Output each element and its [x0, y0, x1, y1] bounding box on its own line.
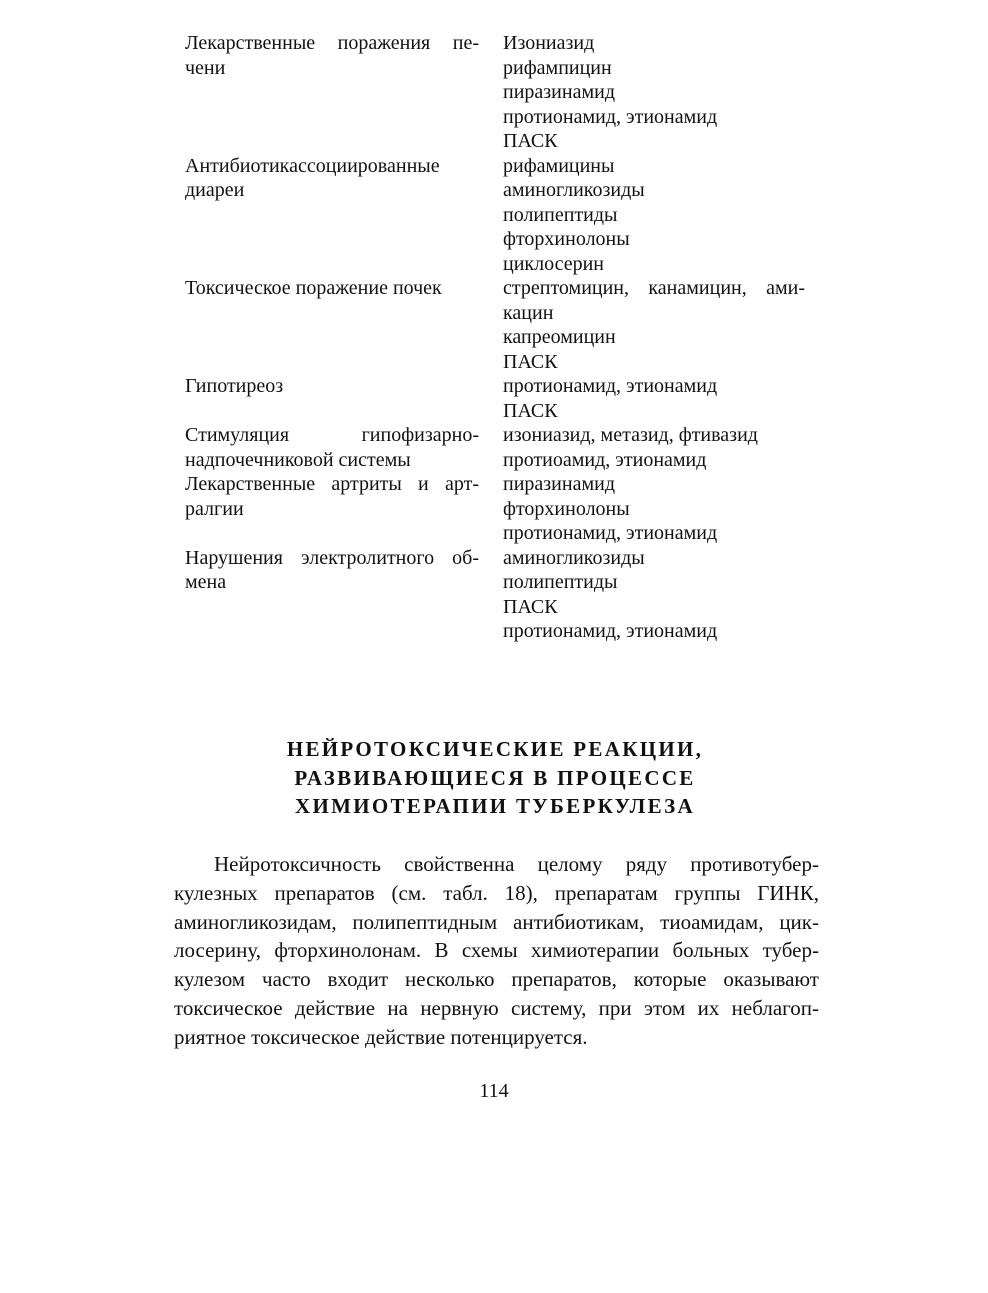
- drug-line: ПАСК: [503, 399, 558, 422]
- drug-line: изониазид, метазид, фтивазид: [503, 424, 758, 446]
- condition-cell: [185, 374, 479, 399]
- condition-line: надпочечниковой системы: [185, 448, 411, 471]
- condition-cell: [185, 546, 479, 595]
- drug-line: протионамид, этионамид: [503, 375, 718, 397]
- table-row: [185, 374, 805, 423]
- complications-table: [185, 31, 805, 644]
- drug-line: протионамид, этионамид: [503, 105, 718, 128]
- condition-line: диареи: [185, 179, 245, 201]
- condition-line: Лекарственные артриты и арт-: [185, 473, 479, 495]
- section-heading: [170, 735, 820, 821]
- page-number: 114: [479, 1080, 509, 1102]
- drugs-cell: [503, 31, 805, 154]
- drug-line: рифампицин: [503, 56, 612, 79]
- table-row: [185, 31, 805, 154]
- drug-line: кацин: [503, 301, 554, 324]
- table-row: [185, 423, 805, 472]
- drugs-cell: [503, 154, 805, 277]
- condition-cell: [185, 154, 479, 203]
- condition-line: Нарушения электролитного об-: [185, 546, 479, 569]
- table-row: [185, 276, 805, 374]
- paragraph-line: кулезных препаратов (см. табл. 18), препаратам группы ГИНК,: [174, 880, 819, 905]
- drug-line: протионамид, этионамид: [503, 522, 718, 544]
- condition-line: мена: [185, 571, 227, 593]
- drug-line: пиразинамид: [503, 81, 616, 103]
- drug-line: полипептиды: [503, 203, 618, 226]
- paragraph-line: лосерину, фторхинолонам. В схемы химиотерапии больных тубер-: [174, 938, 819, 963]
- drug-line: аминогликозиды: [503, 179, 645, 201]
- condition-cell: [185, 423, 479, 472]
- condition-line: Лекарственные поражения пе-: [185, 32, 479, 54]
- drug-line: фторхинолоны: [503, 228, 630, 250]
- condition-line: чени: [185, 56, 226, 79]
- drug-line: Изониазид: [503, 32, 595, 54]
- condition-line: ралгии: [185, 497, 244, 520]
- body-paragraph: [174, 850, 819, 1052]
- drug-line: аминогликозиды: [503, 546, 645, 569]
- drugs-cell: [503, 423, 805, 472]
- condition-cell: [185, 276, 479, 301]
- drugs-cell: [503, 276, 805, 374]
- drug-line: ПАСК: [503, 130, 558, 152]
- paragraph-line: аминогликозидам, полипептидным антибиотикам, тиоамидам, цик-: [174, 909, 819, 934]
- condition-line: Токсическое поражение почек: [185, 277, 442, 299]
- paragraph-line: кулезом часто входит несколько препаратов, которые оказывают: [174, 967, 819, 992]
- drug-line: фторхинолоны: [503, 497, 630, 520]
- drug-line: капреомицин: [503, 326, 616, 348]
- drugs-cell: [503, 374, 805, 423]
- drug-line: полипептиды: [503, 571, 618, 593]
- heading-line: ХИМИОТЕРАПИИ ТУБЕРКУЛЕЗА: [295, 794, 695, 818]
- heading-line: РАЗВИВАЮЩИЕСЯ В ПРОЦЕССЕ: [294, 765, 696, 790]
- drug-line: рифамицины: [503, 154, 615, 177]
- drug-line: пиразинамид: [503, 473, 616, 495]
- condition-cell: [185, 472, 479, 521]
- drug-line: протиоамид, этионамид: [503, 448, 707, 471]
- table-row: [185, 546, 805, 644]
- drug-line: ПАСК: [503, 350, 558, 373]
- table-row: [185, 472, 805, 546]
- condition-line: Гипотиреоз: [185, 375, 284, 397]
- drug-line: стрептомицин, канамицин, ами-: [503, 277, 805, 299]
- drugs-cell: [503, 472, 805, 546]
- paragraph-line: риятное токсическое действие потенцируется.: [174, 1024, 588, 1049]
- condition-cell: [185, 31, 479, 80]
- table-row: [185, 154, 805, 277]
- heading-line: НЕЙРОТОКСИЧЕСКИЕ РЕАКЦИИ,: [286, 737, 704, 761]
- drug-line: ПАСК: [503, 595, 558, 618]
- drugs-cell: [503, 546, 805, 644]
- drug-line: циклосерин: [503, 252, 605, 275]
- paragraph-line: токсическое действие на нервную систему, при этом их неблагоп-: [174, 995, 819, 1020]
- condition-line: Антибиотикассоциированные: [185, 154, 440, 177]
- paragraph-line: Нейротоксичность свойственна целому ряду противотубер-: [214, 852, 819, 876]
- condition-line: Стимуляция гипофизарно-: [185, 424, 479, 446]
- drug-line: протионамид, этионамид: [503, 620, 718, 642]
